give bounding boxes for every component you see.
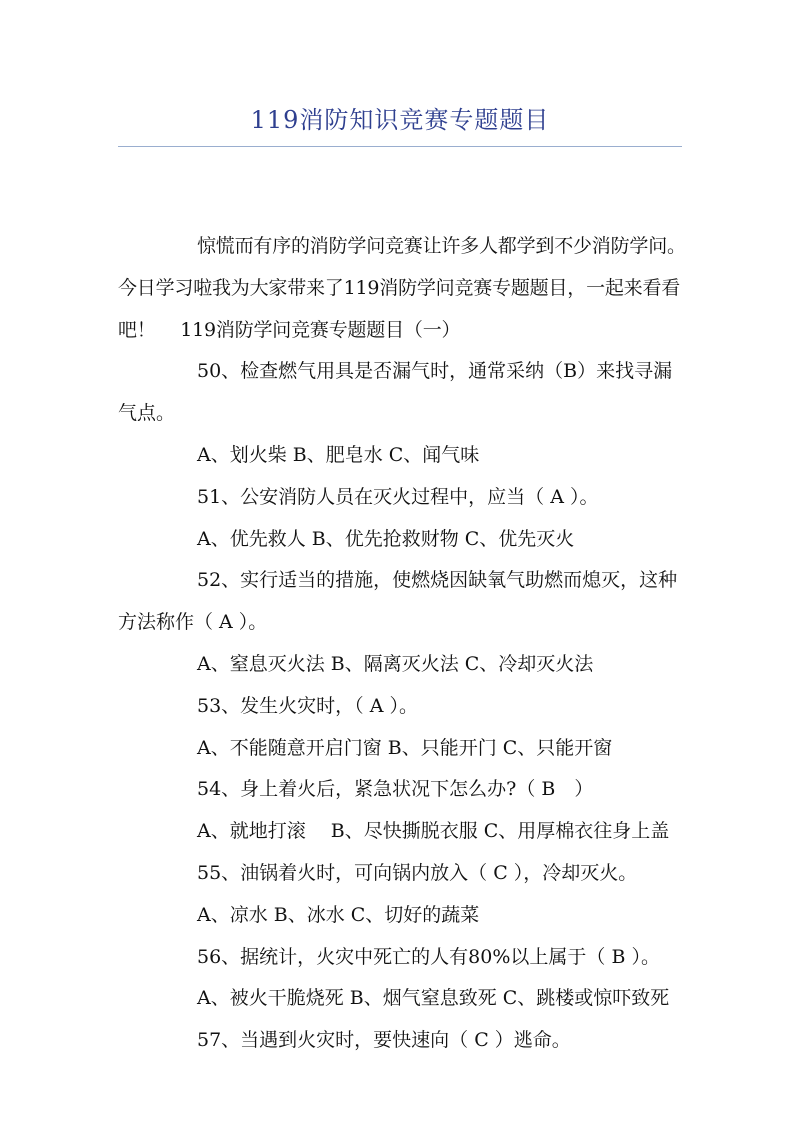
question-56: 56、据统计，火灾中死亡的人有80%以上属于（ B ）。 [197, 945, 660, 968]
question-54: 54、身上着火后，紧急状况下怎么办?（ B ） [197, 778, 594, 801]
options-53: A、不能随意开启门窗 B、只能开门 C、只能开窗 [197, 736, 613, 759]
options-55: A、凉水 B、冰水 C、切好的蔬菜 [197, 903, 480, 926]
question-51: 51、公安消防人员在灭火过程中，应当（ A ）。 [197, 485, 599, 508]
options-56: A、被火干脆烧死 B、烟气窒息致死 C、跳楼或惊吓致死 [197, 987, 670, 1010]
question-55: 55、油锅着火时，可向锅内放入（ C ），冷却灭火。 [197, 861, 638, 884]
intro-paragraph: 惊慌而有序的消防学问竞赛让许多人都学到不少消防学问。今日学习啦我为大家带来了119消防学问竞赛专题题目，一起来看看吧！ 119消防学问竞赛专题题目（一） [118, 235, 686, 341]
options-50: A、划火柴 B、肥皂水 C、闻气味 [197, 443, 480, 466]
options-51: A、优先救人 B、优先抢救财物 C、优先灭火 [197, 527, 575, 550]
page-title: 119消防知识竞赛专题题目 [250, 106, 550, 134]
options-54: A、就地打滚 B、尽快撕脱衣服 C、用厚棉衣往身上盖 [197, 820, 670, 843]
question-53: 53、发生火灾时，（ A ）。 [197, 694, 418, 717]
question-57: 57、当遇到火灾时，要快速向（ C ）逃命。 [197, 1029, 571, 1052]
title-underline [118, 146, 682, 147]
document-body [118, 226, 688, 1062]
question-52: 52、实行适当的措施，使燃烧因缺氧气助燃而熄灭，这种方法称作（ A ）。 [118, 569, 678, 634]
options-52: A、窒息灭火法 B、隔离灭火法 C、冷却灭火法 [197, 652, 594, 675]
question-50: 50、检查燃气用具是否漏气时，通常采纳（B）来找寻漏气点。 [118, 360, 673, 425]
